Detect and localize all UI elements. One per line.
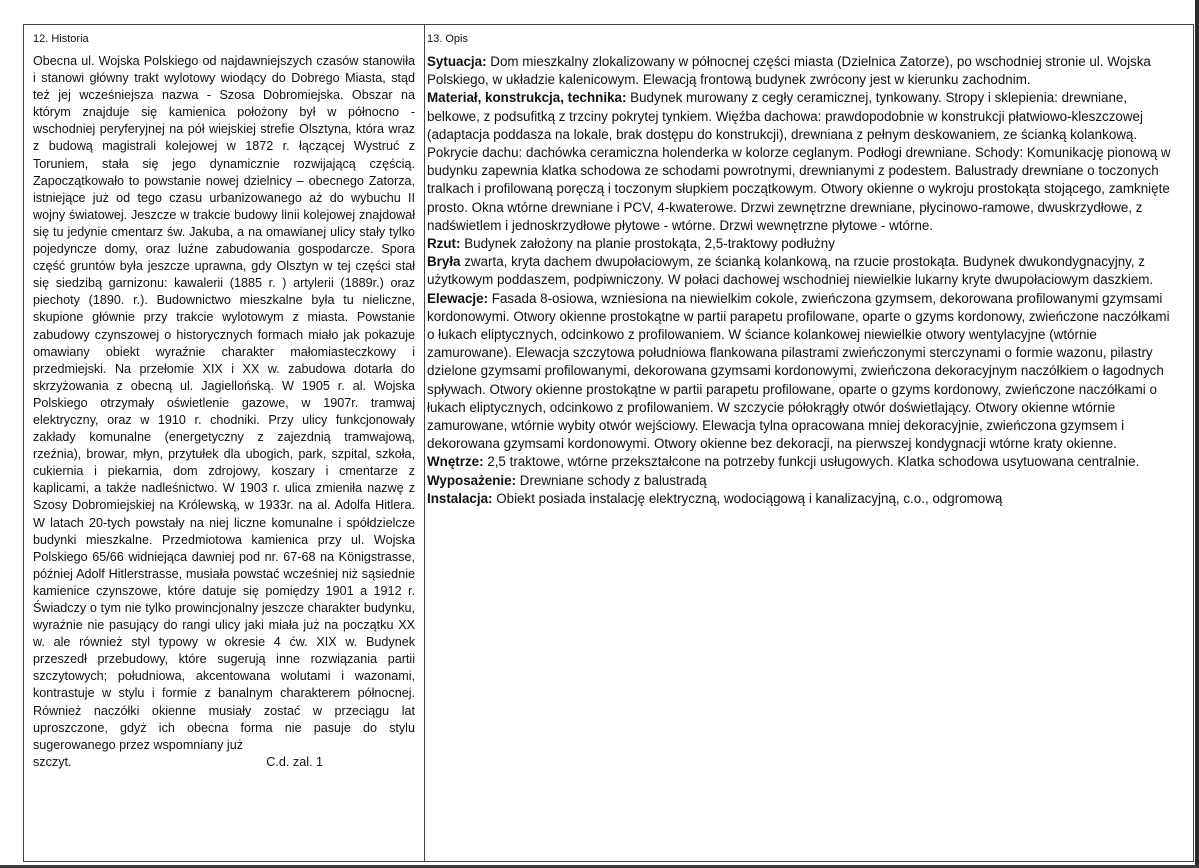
section-wnetrze — [427, 453, 1177, 471]
history-last-word: szczyt. — [33, 754, 72, 769]
history-header: 12. Historia — [33, 33, 89, 45]
column-divider — [424, 24, 425, 862]
section-label: Materiał, konstrukcja, technika: — [427, 90, 627, 106]
section-label: Wyposażenie: — [427, 472, 517, 488]
section-text: Budynek murowany z cegły ceramicznej, tynkowany. Stropy i sklepienia: drewniane, belkowe, z podsufitką z trzciny pokrytej tynkiem. Więźba dachowa: prawdopodobnie w konstrukcji płatwiowo-kleszczowej (adaptacja poddasza na lokale, brak dostępu do konstrukcji), drewniana z pełnym deskowaniem, ze ścianką kolankową. Pokrycie dachu: dachówka ceramiczna holenderka w kolorze ceglanym. Podłogi drewniane. Schody: Komunikację pionową w budynku zapewnia klatka schodowa ze schodami powrotnymi, drewnianymi z podestem. Balustrady drewniane o toczonych tralkach i profilowaną poręczą i toczonym słupkiem początkowym. Otwory okienne o wykroju prostokąta stojącego, zamknięte prosto. Okna wtórne drewniane i PCV, 4-kwaterowe. Drzwi zewnętrzne drewniane, płycinowo-ramowe, dwuskrzydłowe, z nadświetlem i jednoskrzydłowe płytowe - wtórne. Drzwi wewnętrzne płytowe - wtórne. — [427, 90, 1171, 233]
section-label: Elewacje: — [427, 290, 489, 306]
section-text: Fasada 8-osiowa, wzniesiona na niewielkim cokole, zwieńczona gzymsem, dekorowana profilowanymi gzymsami kordonowymi. Otwory okienne prostokątne w partii parapetu profilowane, oparte o gzyms kordonowy, zwieńczone naczółkami o łukach eliptycznych, odcinkowo z profilowaniem. W ściance kolankowej niewielkie otwory wentylacyjne (wtórnie zamurowane). Elewacja szczytowa południowa flankowana pilastrami zwieńczonymi sterczynami o formie wazonu, pilastry dzielone gzymsami profilowanymi, dekorowana gzymsami kordonowymi, zwieńczona dekoracyjnym naczółkiem o łagodnych spływach. Otwory okienne prostokątne w partii parapetu profilowane, oparte o gzyms kordonowy, zwieńczone naczółkami o łukach eliptycznych, odcinkowo z profilowaniem. W szczycie półokrągły otwór doświetlający. Otwory okienne wtórnie zamurowane, wtórnie wybity otwór wejściowy. Elewacja tylna opracowana mniej dekoracyjnie, zwieńczona gzymsem i dekorowana gzymsami kordonowymi. Otwory okienne bez dekoracji, na pierwszej kondygnacji wtórne kraty okienne. — [427, 290, 1170, 452]
description-header: 13. Opis — [427, 33, 468, 45]
continuation-note: C.d. zal. 1 — [266, 754, 323, 769]
section-label: Bryła — [427, 254, 461, 270]
section-text: Drewniane schody z balustradą — [516, 472, 707, 488]
section-text: Budynek założony na planie prostokąta, 2,5-traktowy podłużny — [460, 236, 835, 252]
section-label: Rzut: — [427, 236, 461, 252]
section-material — [427, 89, 1177, 235]
section-sytuacja — [427, 53, 1177, 89]
section-text: 2,5 traktowe, wtórne przekształcone na potrzeby funkcji usługowych. Klatka schodowa usytuowana centralnie. — [483, 454, 1140, 470]
description-column — [427, 32, 1177, 508]
section-label: Sytuacja: — [427, 54, 487, 69]
scan-edge-right — [1195, 0, 1199, 868]
section-elewacje — [427, 290, 1177, 454]
section-label: Wnętrze: — [427, 454, 484, 470]
section-text: Obiekt posiada instalację elektryczną, wodociągową i kanalizacyjną, c.o., odgromową — [492, 490, 1003, 506]
history-text: Obecna ul. Wojska Polskiego od najdawniejszych czasów stanowiła i stanowi główny trakt wylotowy wiodący do Dobrego Miasta, stąd też jej wcześniejsza nazwa - Szosa Dobromiejska. Obszar na którym znajduje się kamienica położony był w północno - wschodniej peryferyjnej na pół wiejskiej strefie Olsztyna, która wraz z budową magistrali kolejowej w 1872 r. łączącej Wystruć z Toruniem, stała się jego dynamicznie rozwijającą częścią. Zapoczątkowało to powstanie nowej dzielnicy – obecnego Zatorza, istniejące już od tego czasu urbanizowanego aż do wybuchu II wojny światowej. Jeszcze w trakcie budowy linii kolejowej znajdował się tu jedynie cmentarz św. Jakuba, a na omawianej ulicy stały tylko pojedyncze domy, oraz luźne zabudowania gospodarcze. Spora część gruntów była jeszcze uprawna, gdy Olsztyn w tej części stał się siedzibą garnizonu: kawalerii (1885 r. ) artylerii (1889r.) oraz piechoty (1890. r.). Budownictwo mieszkalne była tu nieliczne, skupione głównie przy trakcie wylotowym z miasta. Powstanie zabudowy czynszowej o historycznych formach miało jak pokazuje omawiany obiekt wyraźnie charakter małomiasteczkowy i przedmiejski. Na przełomie XIX i XX w. zabudowa dotarła do skrzyżowania z obecną ul. Jagiellońską. W 1905 r. al. Wojska Polskiego otrzymały oświetlenie gazowe, w 1907r. tramwaj elektryczny, oraz w 1910 r. chodniki. Przy ulicy funkcjonowały zakłady komunalne (energetyczny z zajezdnią tramwajową, rzeźnia), browar, młyn, przytułek dla ubogich, park, szpital, szkoła, cukiernia i piekarnia, dom zdrojowy, koszary i cmentarze z kaplicami, a także nadleśnictwo. W 1903 r. ulica zmieniła nazwę z Szosy Dobromiejskiej na Królewską, w 1933r. na al. Adolfa Hitlera. W latach 20-tych powstały na niej liczne komunalne i spółdzielcze budynki mieszkalne. Przedmiotowa kamienica przy ul. Wojska Polskiego 65/66 widniejąca dawniej pod nr. 67-68 na Königstrasse, później Adolf Hitlerstrasse, musiała powstać wcześniej niż sąsiednie kamienice czynszowe, które datuje się pomiędzy 1901 a 1912 r. Świadczy o tym nie tylko prowincjonalny jeszcze charakter budynku, wyraźnie nie pasujący do rangi ulicy jaki miała już na początku XX w. ale również styl typowy w okresie 4 ćw. XIX w. Budynek przeszedł przebudowy, które sugerują inne rozwiązania partii szczytowych; południowa, akcentowana wolutami i wazonami, kontrastuje w stylu i formie z banalnym charakterem północnej. Również naczółki okienne musiały zostać w przeciągu lat uproszczone, gdyż ich obecna forma nie pasuje do stylu sugerowanego przez wspomniany już — [33, 54, 415, 752]
section-text: zwarta, kryta dachem dwupołaciowym, ze ścianką kolankową, na rzucie prostokąta. Budynek dwukondygnacyjny, z użytkowym poddaszem, podpiwniczony. W połaci dachowej wschodniej niewielkie lukarny kryte dwupołaciowym daszkiem. — [427, 254, 1154, 288]
section-bryla — [427, 253, 1177, 289]
section-instalacja — [427, 490, 1177, 508]
section-label: Instalacja: — [427, 490, 493, 506]
section-text: Dom mieszkalny zlokalizowany w północnej części miasta (Dzielnica Zatorze), po wschodniej stronie ul. Wojska Polskiego, w układzie kalenicowym. Elewacją frontową budynek zwrócony jest w kierunku zachodnim. — [427, 54, 1151, 88]
history-end-line — [33, 754, 415, 771]
section-rzut — [427, 235, 1177, 253]
section-wyposazenie — [427, 472, 1177, 490]
history-column — [33, 32, 415, 771]
